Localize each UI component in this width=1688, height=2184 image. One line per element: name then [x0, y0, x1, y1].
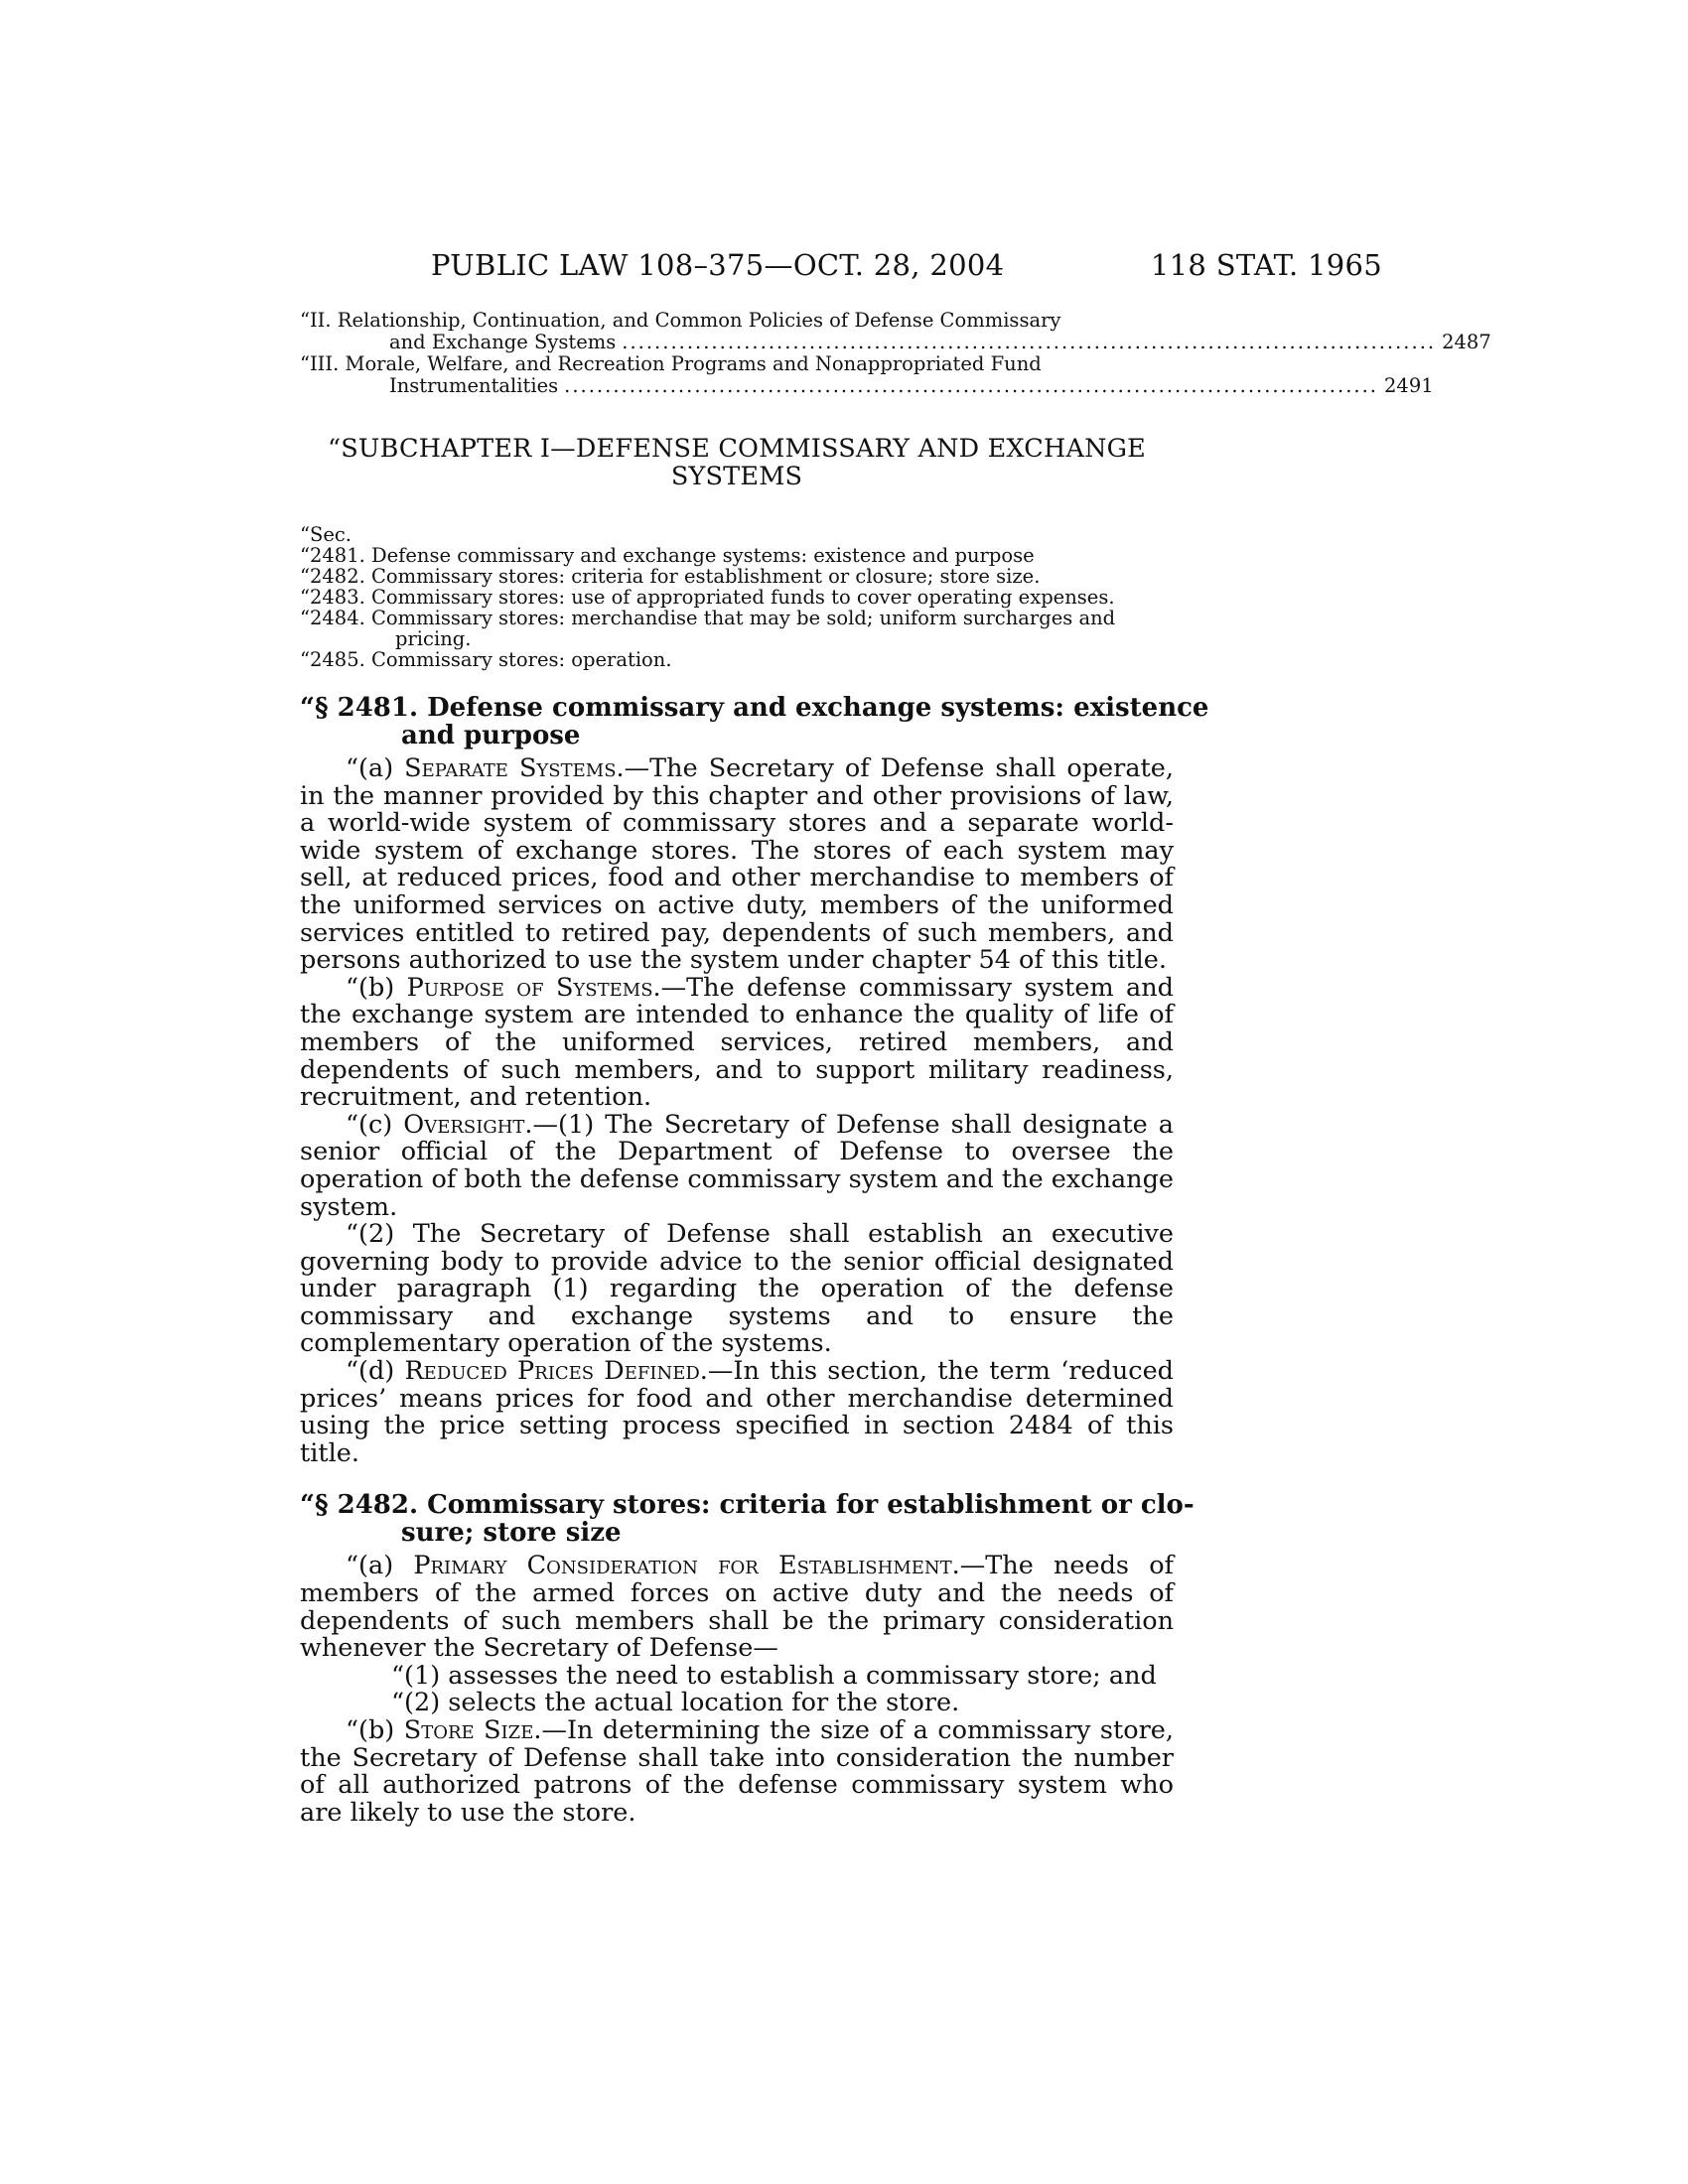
- section-2482-heading: “§ 2482. Commissary stores: criteria for establishment or clo- sure; store size: [300, 1490, 1195, 1549]
- leader-dots: ....................................................................................................: [622, 332, 1437, 353]
- toc-entry-line: “II. Relationship, Continuation, and Common Policies of Defense Commissary: [300, 309, 1061, 332]
- section-2481-heading: “§ 2481. Defense commissary and exchange systems: existence and purpose: [300, 693, 1209, 751]
- subsection-caption: Primary Consideration for Establishment.: [413, 1551, 960, 1581]
- toc-entry-line: and Exchange Systems: [389, 331, 617, 353]
- subsection-caption: Purpose of Systems.: [406, 972, 661, 1003]
- toc-entry-line: “III. Morale, Welfare, and Recreation Programs and Nonappropriated Fund: [300, 352, 1042, 375]
- section-list-item: “2484. Commissary stores: merchandise that may be sold; uniform surcharges and: [300, 607, 1116, 629]
- section-list-item: “2482. Commissary stores: criteria for establishment or closure; store size.: [300, 565, 1041, 588]
- toc-page-number: 2487: [1442, 331, 1491, 353]
- leader-dots: ....................................................................................................: [564, 375, 1378, 397]
- toc-entry: [300, 352, 1434, 397]
- toc-entry-line: Instrumentalities: [389, 374, 559, 397]
- subsection-b: “(b) Purpose of Systems.—The defense commissary system and the exchange system are intended to enhance the quality of life of members of the uniformed services, retired members, and dependents of such members, and to support military readiness, recruitment, and retention.: [300, 972, 1175, 1113]
- subsection-caption: Store Size.: [403, 1715, 542, 1745]
- running-header: [300, 248, 1382, 288]
- subsection-caption: Reduced Prices Defined.: [404, 1356, 708, 1387]
- toc-entry: [300, 309, 1491, 353]
- paragraph-a-1: “(1) assesses the need to establish a commissary store; and: [391, 1660, 1157, 1691]
- section-list-item: “2481. Defense commissary and exchange systems: existence and purpose: [300, 544, 1035, 567]
- section-2482-body: [300, 1553, 1174, 1827]
- statute-page-number: 118 STAT. 1965: [1150, 248, 1382, 282]
- toc-page-number: 2491: [1384, 374, 1434, 397]
- subsection-caption: Oversight.: [403, 1109, 533, 1140]
- paragraph-c-2: “(2) The Secretary of Defense shall establish an executive governing body to provide advice to the senior official designated under paragraph (1) regarding the operation of the defense commissary and exchange systems and to ensure the complementary operation of the systems.: [300, 1219, 1174, 1359]
- section-list-item: “2483. Commissary stores: use of appropriated funds to cover operating expenses.: [300, 586, 1115, 609]
- page-title: PUBLIC LAW 108–375—OCT. 28, 2004: [431, 248, 1005, 282]
- table-of-contents: [300, 309, 1491, 397]
- paragraph-a-2: “(2) selects the actual location for the store.: [391, 1688, 960, 1718]
- section-list-item-continuation: pricing.: [395, 627, 472, 650]
- subsection-a: “(a) Primary Consideration for Establishment.—The needs of members of the armed forces on active duty and the needs of dependents of such members shall be the primary consideration whenever the Secretary of Defense—: [300, 1551, 1174, 1664]
- subsection-caption: Separate Systems.: [404, 753, 625, 783]
- document-page: [300, 248, 1491, 1828]
- subchapter-heading: “SUBCHAPTER I—DEFENSE COMMISSARY AND EXCHANGE SYSTEMS: [328, 434, 1146, 491]
- section-list-item: “2485. Commissary stores: operation.: [300, 648, 672, 671]
- subsection-d: “(d) Reduced Prices Defined.—In this section, the term ‘reduced prices’ means prices for food and other merchandise determined using the price setting process specified in section 2484 of this title.: [300, 1356, 1174, 1468]
- section-list: [300, 524, 1174, 670]
- section-2481-body: [300, 755, 1174, 1467]
- subsection-b: “(b) Store Size.—In determining the size of a commissary store, the Secretary of Defense shall take into consideration the number of all authorized patrons of the defense commissary system who are likely to use the store.: [300, 1715, 1174, 1828]
- section-list-heading: “Sec.: [300, 523, 352, 546]
- subsection-a: “(a) Separate Systems.—The Secretary of Defense shall operate, in the manner provided by this chapter and other provisions of law, a world-wide system of commissary stores and a separate world-wide system of exchange stores. The stores of each system may sell, at reduced prices, food and other merchandise to members of the uniformed services on active duty, members of the uniformed services entitled to retired pay, dependents of such members, and persons authorized to use the system under chapter 54 of this title.: [300, 753, 1174, 976]
- subsection-c: “(c) Oversight.—(1) The Secretary of Defense shall designate a senior official of the Department of Defense to oversee the operation of both the defense commissary system and the exchange system.: [300, 1109, 1174, 1222]
